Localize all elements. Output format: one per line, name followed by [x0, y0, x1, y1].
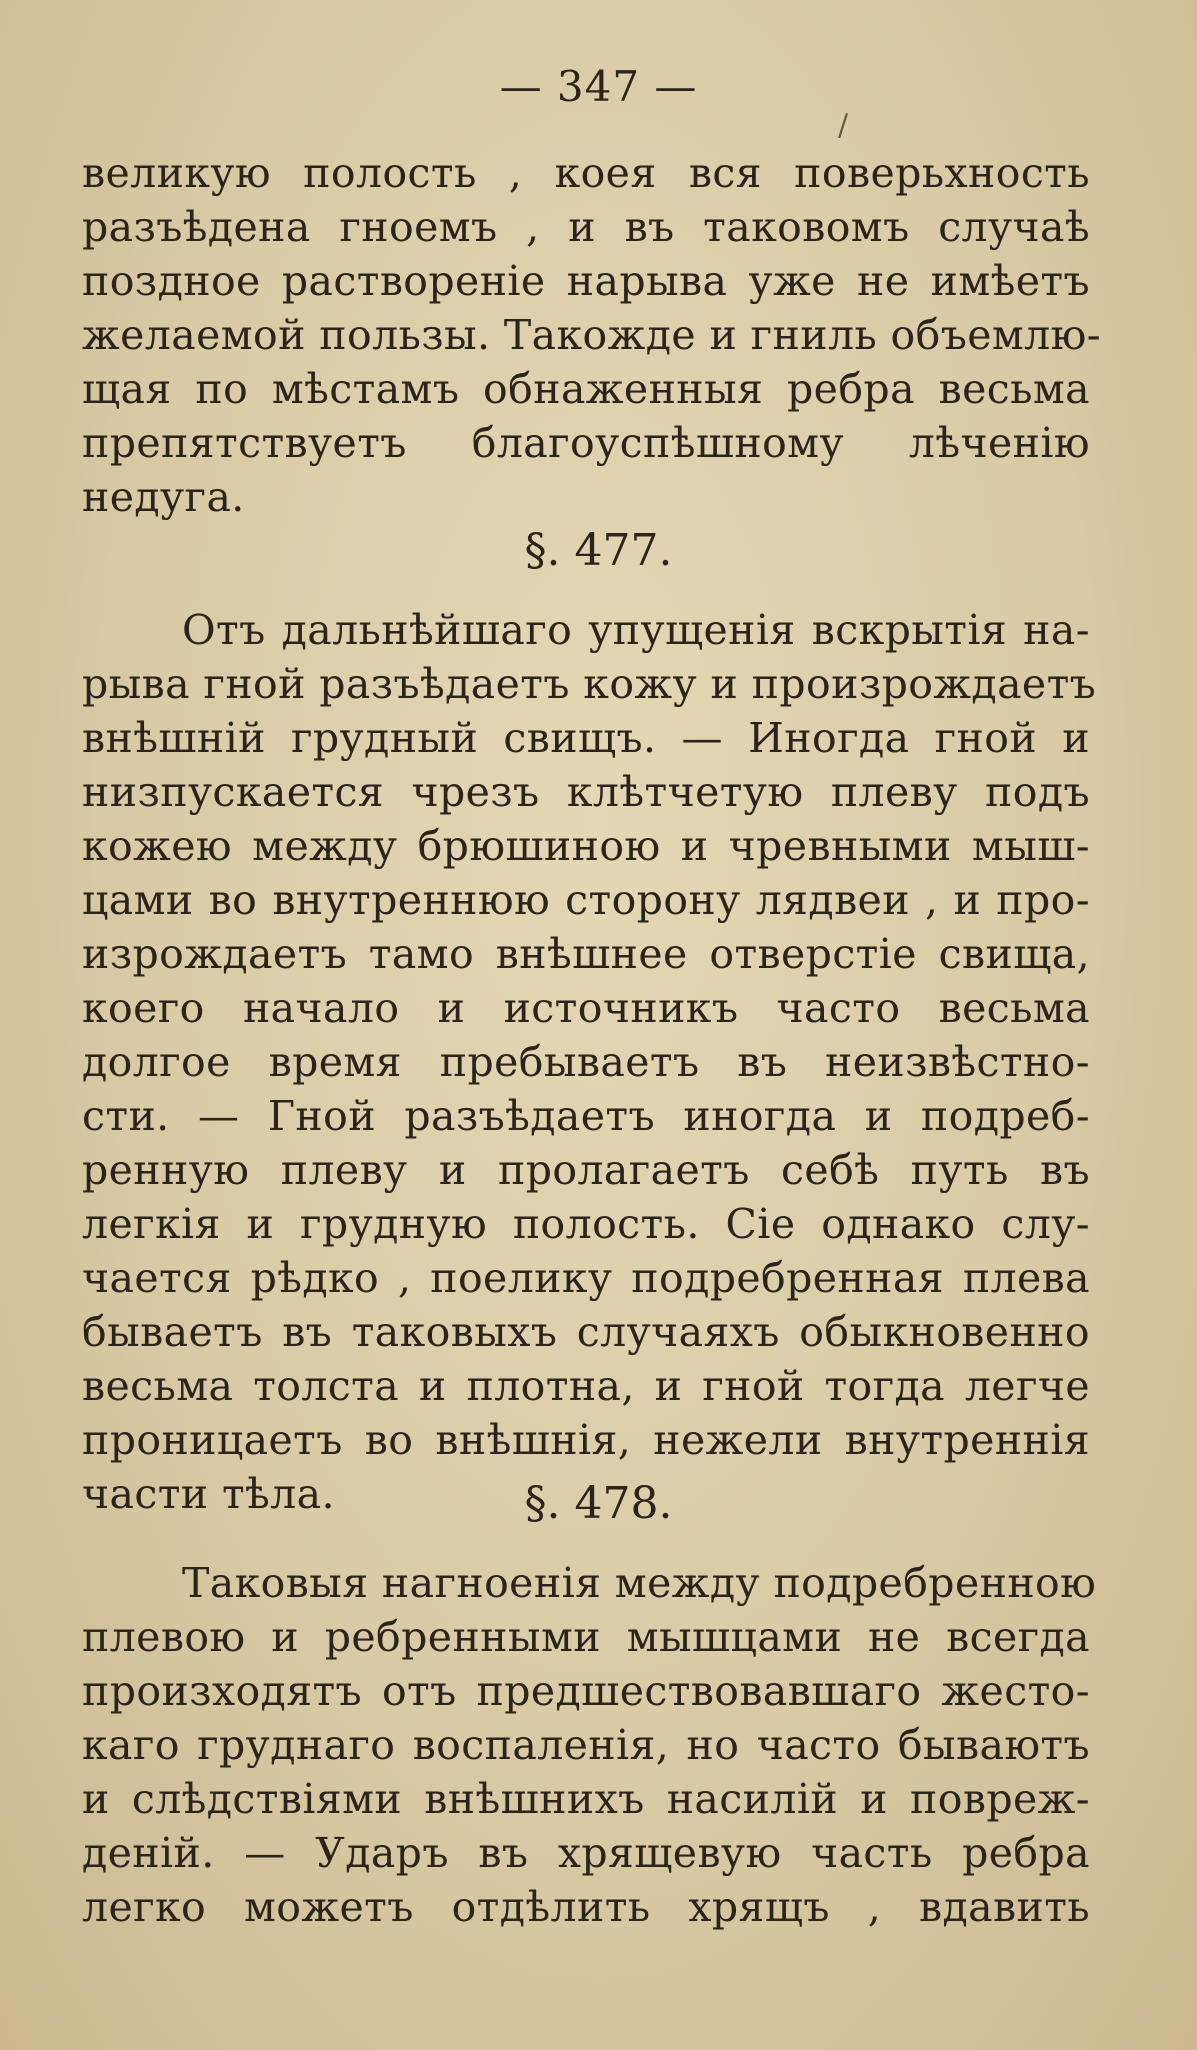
text-line: сти. — Гной разъѣдаетъ иногда и подреб-: [82, 1092, 1090, 1140]
text-line: великую полость , коея вся поверьхность: [82, 149, 1090, 197]
text-line: щая по мѣстамъ обнаженныя ребра весьма: [82, 365, 1090, 413]
section-heading-477: §. 477.: [524, 525, 673, 576]
text-line: изрождаетъ тамо внѣшнее отверстіе свища,: [82, 930, 1090, 978]
text-line: деній. — Ударъ въ хрящевую часть ребра: [82, 1829, 1090, 1877]
text-line: каго груднаго воспаленія, но часто бываютъ: [82, 1721, 1090, 1769]
text-line: недуга.: [82, 473, 245, 521]
text-line: легкія и грудную полость. Сіе однако слу-: [82, 1200, 1090, 1248]
text-line: внѣшній грудный свищъ. — Иногда гной и: [82, 714, 1090, 762]
text-line: плевою и ребренными мышцами не всегда: [82, 1613, 1090, 1661]
text-line: проницаетъ во внѣшнія, нежели внутреннія: [82, 1416, 1090, 1464]
text-line: коего начало и источникъ часто весьма: [82, 984, 1090, 1032]
text-line: желаемой пользы. Такожде и гниль объемлю-: [82, 311, 1101, 359]
text-line: легко можетъ отдѣлить хрящъ , вдавить: [82, 1883, 1090, 1931]
page-number: — 347 —: [499, 62, 698, 111]
text-line: рыва гной разъѣдаетъ кожу и произрождаетъ: [82, 660, 1097, 708]
text-line: кожею между брюшиною и чревными мыш-: [82, 822, 1090, 870]
paragraph-2: [82, 603, 1097, 1521]
text-line: цами во внутреннюю сторону лядвеи , и про-: [82, 876, 1090, 924]
paragraph-1: [82, 146, 1101, 524]
text-line: поздное раствореніе нарыва уже не имѣетъ: [82, 257, 1090, 305]
text-line: чается рѣдко , поелику подребренная плева: [82, 1254, 1090, 1302]
paragraph-3: [82, 1556, 1097, 1934]
text-line: весьма толста и плотна, и гной тогда легче: [82, 1362, 1090, 1410]
text-line: ренную плеву и пролагаетъ себѣ путь въ: [82, 1146, 1090, 1194]
pencil-mark: /: [838, 108, 849, 143]
text-line: произходятъ отъ предшествовавшаго жесто-: [82, 1667, 1090, 1715]
text-line: и слѣдствіями внѣшнихъ насилій и повреж-: [82, 1775, 1090, 1823]
text-line: бываетъ въ таковыхъ случаяхъ обыкновенно: [82, 1308, 1090, 1356]
text-line: части тѣла.: [82, 1470, 335, 1518]
text-line: Отъ дальнѣйшаго упущенія вскрытія на-: [182, 606, 1090, 654]
text-line: низпускается чрезъ клѣтчетую плеву подъ: [82, 768, 1090, 816]
section-heading-478: §. 478.: [524, 1478, 673, 1529]
text-line: Таковыя нагноенія между подребренною: [182, 1559, 1097, 1607]
text-line: долгое время пребываетъ въ неизвѣстно-: [82, 1038, 1090, 1086]
text-line: препятствуетъ благоуспѣшному лѣченію: [82, 419, 1090, 467]
text-line: разъѣдена гноемъ , и въ таковомъ случаѣ: [82, 203, 1090, 251]
